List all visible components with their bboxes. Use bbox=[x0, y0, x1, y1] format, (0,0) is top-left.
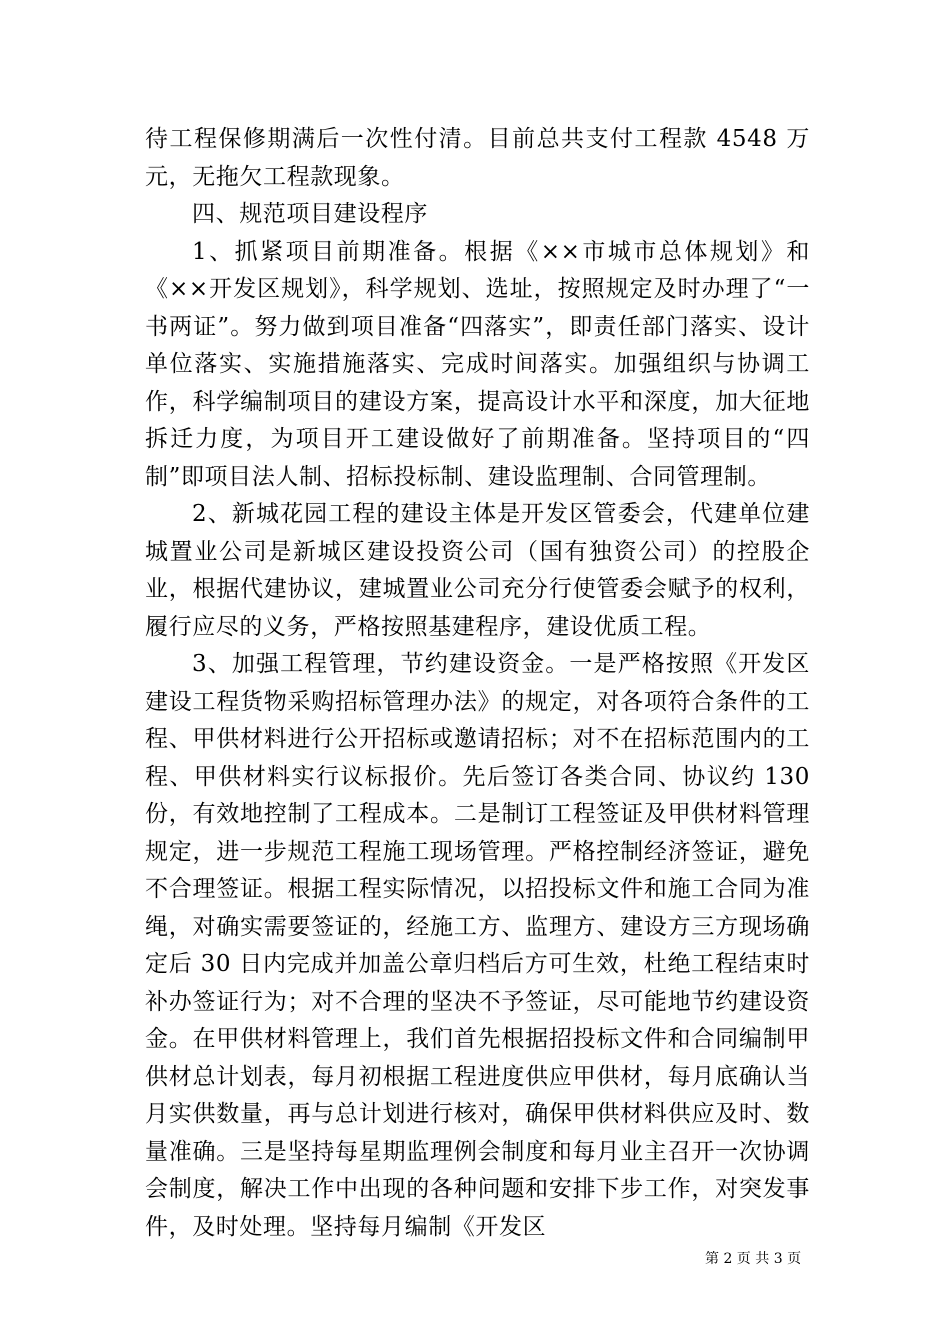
section-heading: 四、规范项目建设程序 bbox=[192, 201, 428, 227]
document-body bbox=[145, 121, 810, 1246]
paragraph-item-3: 3、加强工程管理，节约建设资金。一是严格按照《开发区建设工程货物采购招标管理办法》的规定，对各项符合条件的工程、甲供材料进行公开招标或邀请招标；对不在招标范围内的工程、甲供材料实行议标报价。先后签订各类合同、协议约 130 份，有效地控制了工程成本。二是制订工程签证及甲供材料管理规定，进一步规范工程施工现场管理。严格控制经济签证，避免不合理签证。根据工程实际情况，以招投标文件和施工合同为准绳，对确实需要签证的，经施工方、监理方、建设方三方现场确定后 30 日内完成并加盖公章归档后方可生效，杜绝工程结束时补办签证行为；对不合理的坚决不予签证，尽可能地节约建设资金。在甲供材料管理上，我们首先根据招投标文件和合同编制甲供材总计划表，每月初根据工程进度供应甲供材，每月底确认当月实供数量，再与总计划进行核对，确保甲供材料供应及时、数量准确。三是坚持每星期监理例会制度和每月业主召开一次协调会制度，解决工作中出现的各种问题和安排下步工作，对突发事件，及时处理。坚持每月编制《开发区 bbox=[145, 651, 810, 1240]
paragraph-item-1: 1、抓紧项目前期准备。根据《××市城市总体规划》和《××开发区规划》，科学规划、选址，按照规定及时办理了“一书两证”。努力做到项目准备“四落实”，即责任部门落实、设计单位落实、实施措施落实、完成时间落实。加强组织与协调工作，科学编制项目的建设方案，提高设计水平和深度，加大征地拆迁力度，为项目开工建设做好了前期准备。坚持项目的“四制”即项目法人制、招标投标制、建设监理制、合同管理制。 bbox=[145, 238, 810, 490]
page-number-footer: 第 2 页 共 3 页 bbox=[705, 1251, 802, 1267]
paragraph-1: 待工程保修期满后一次性付清。目前总共支付工程款 4548 万元，无拖欠工程款现象。 bbox=[145, 126, 810, 190]
paragraph-item-2: 2、新城花园工程的建设主体是开发区管委会，代建单位建城置业公司是新城区建设投资公司（国有独资公司）的控股企业，根据代建协议，建城置业公司充分行使管委会赋予的权利，履行应尽的义务，严格按照基建程序，建设优质工程。 bbox=[145, 501, 810, 640]
